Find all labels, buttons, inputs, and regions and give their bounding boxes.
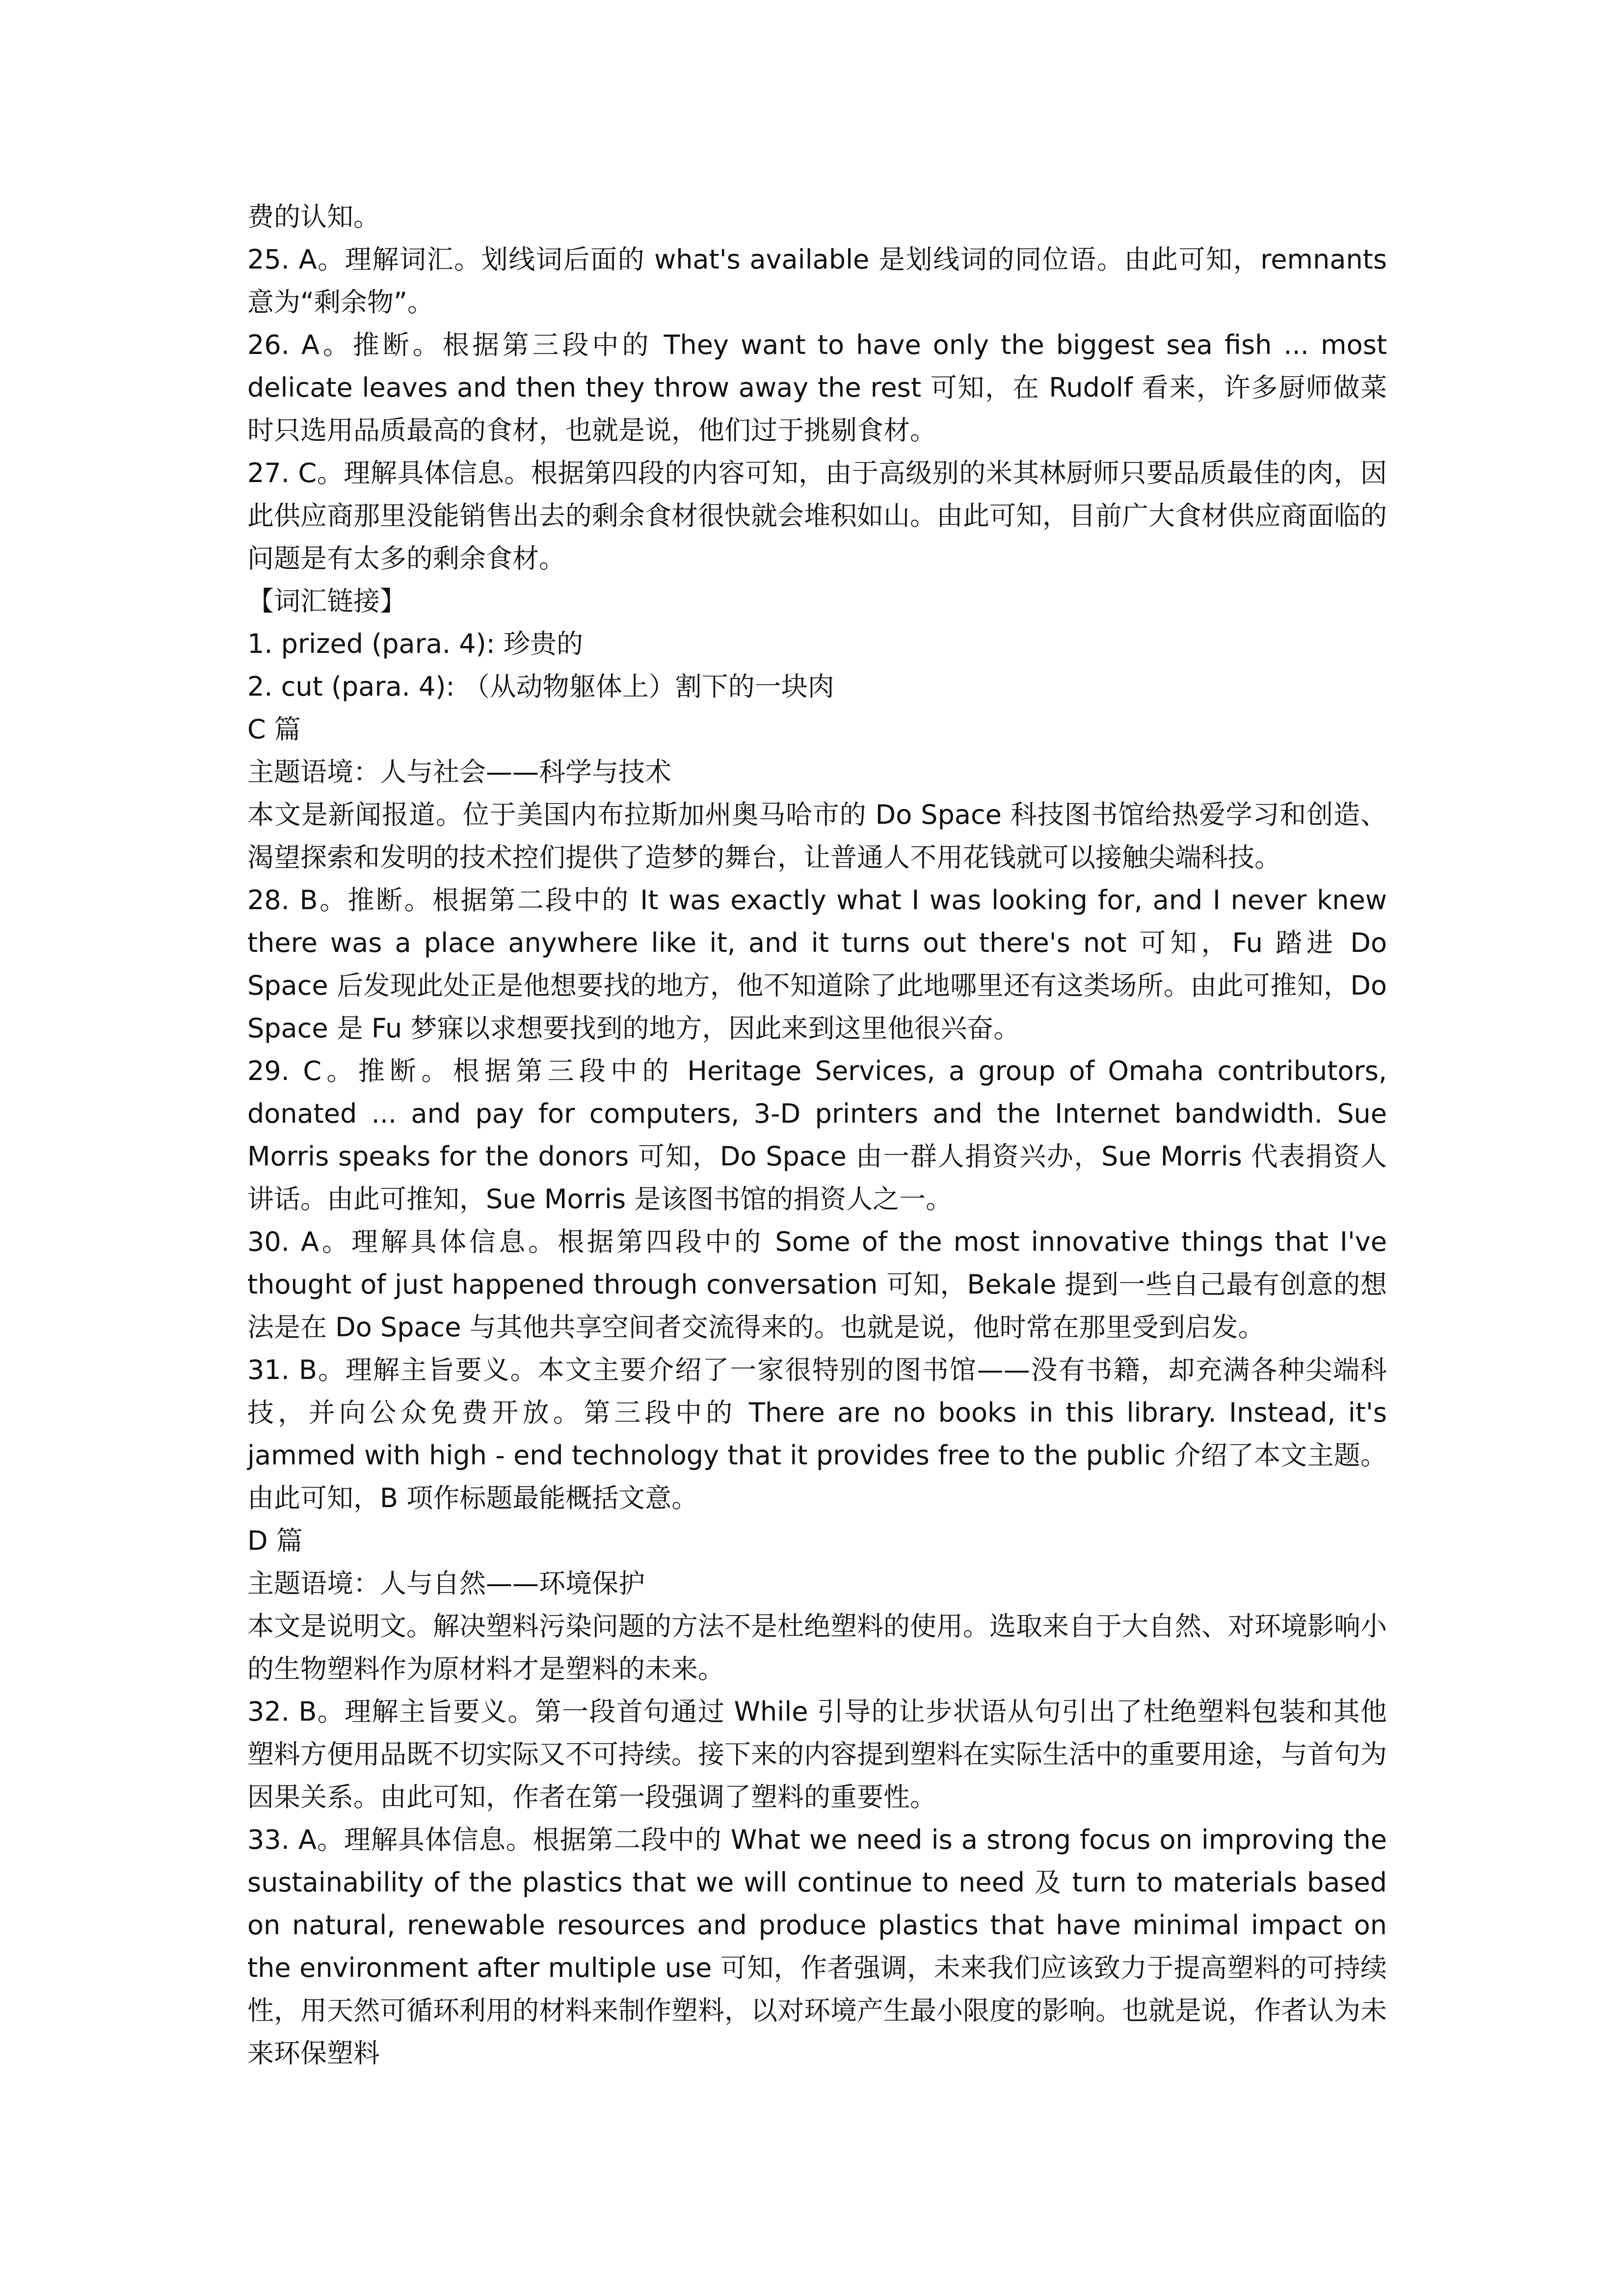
answer-28: 28. B。推断。根据第二段中的 It was exactly what I was looking for, and I never knew there was a place anywhere like it, and it turns out there's not 可知，Fu 踏进 Do Space 后发现此处正是他想要找的地方，他不知道除了此地哪里还有这类场所。由此可推知，Do Space 是 Fu 梦寐以求想要找到的地方，因此来到这里他很兴奋。 bbox=[247, 885, 1387, 1044]
section-heading-d: D 篇 bbox=[247, 1525, 303, 1556]
text-line-continuation: 费的认知。 bbox=[247, 201, 380, 232]
answer-33: 33. A。理解具体信息。根据第二段中的 What we need is a strong focus on improving the sustainability of the plastics that we will continue to need 及 turn to materials based on natural, renewable resources and produce plastics that have minimal impact on the environment after multiple use 可知，作者强调，未来我们应该致力于提高塑料的可持续性，用天然可循环利用的材料来制作塑料，以对环境产生最小限度的影响。也就是说，作者认为未来环保塑料 bbox=[247, 1824, 1387, 2069]
answer-27: 27. C。理解具体信息。根据第四段的内容可知，由于高级别的米其林厨师只要品质最佳的肉，因此供应商那里没能销售出去的剩余食材很快就会堆积如山。由此可知，目前广大食材供应商面临的问题是有太多的剩余食材。 bbox=[247, 458, 1387, 574]
section-heading-c: C 篇 bbox=[247, 714, 301, 745]
answer-29: 29. C。推断。根据第三段中的 Heritage Services, a group of Omaha contributors, donated ... and pay for computers, 3-D printers and the Internet bandwidth. Sue Morris speaks for the donors 可知，Do Space 由一群人捐资兴办，Sue Morris 代表捐资人讲话。由此可推知，Sue Morris 是该图书馆的捐资人之一。 bbox=[247, 1055, 1387, 1215]
answer-25: 25. A。理解词汇。划线词后面的 what's available 是划线词的同位语。由此可知，remnants 意为“剩余物”。 bbox=[247, 244, 1387, 318]
summary-d: 本文是说明文。解决塑料污染问题的方法不是杜绝塑料的使用。选取来自于大自然、对环境影响小的生物塑料作为原材料才是塑料的未来。 bbox=[247, 1611, 1387, 1684]
summary-c: 本文是新闻报道。位于美国内布拉斯加州奥马哈市的 Do Space 科技图书馆给热爱学习和创造、渴望探索和发明的技术控们提供了造梦的舞台，让普通人不用花钱就可以接触尖端科技。 bbox=[247, 799, 1387, 873]
vocabulary-item-2: 2. cut (para. 4): （从动物躯体上）割下的一块肉 bbox=[247, 671, 834, 702]
vocabulary-item-1: 1. prized (para. 4): 珍贵的 bbox=[247, 628, 584, 659]
theme-context-d: 主题语境：人与自然——环境保护 bbox=[247, 1568, 645, 1599]
answer-32: 32. B。理解主旨要义。第一段首句通过 While 引导的让步状语从句引出了杜绝塑料包装和其他塑料方便用品既不切实际又不可持续。接下来的内容提到塑料在实际生活中的重要用途，与首句为因果关系。由此可知，作者在第一段强调了塑料的重要性。 bbox=[247, 1696, 1387, 1812]
theme-context-c: 主题语境：人与社会——科学与技术 bbox=[247, 756, 671, 787]
vocabulary-heading: 【词汇链接】 bbox=[247, 586, 406, 617]
answer-31: 31. B。理解主旨要义。本文主要介绍了一家很特别的图书馆——没有书籍，却充满各种尖端科技，并向公众免费开放。第三段中的 There are no books in this library. Instead, it's jammed with high - end technology that it provides free to the public 介绍了本文主题。由此可知，B 项作标题最能概括文意。 bbox=[247, 1354, 1387, 1513]
document-body bbox=[247, 195, 1387, 2075]
answer-26: 26. A。推断。根据第三段中的 They want to have only the biggest sea fish ... most delicate leaves and then they throw away the rest 可知，在 Rudolf 看来，许多厨师做菜时只选用品质最高的食材，也就是说，他们过于挑剔食材。 bbox=[247, 329, 1387, 446]
answer-30: 30. A。理解具体信息。根据第四段中的 Some of the most innovative things that I've thought of just happened through conversation 可知，Bekale 提到一些自己最有创意的想法是在 Do Space 与其他共享空间者交流得来的。也就是说，他时常在那里受到启发。 bbox=[247, 1226, 1387, 1343]
